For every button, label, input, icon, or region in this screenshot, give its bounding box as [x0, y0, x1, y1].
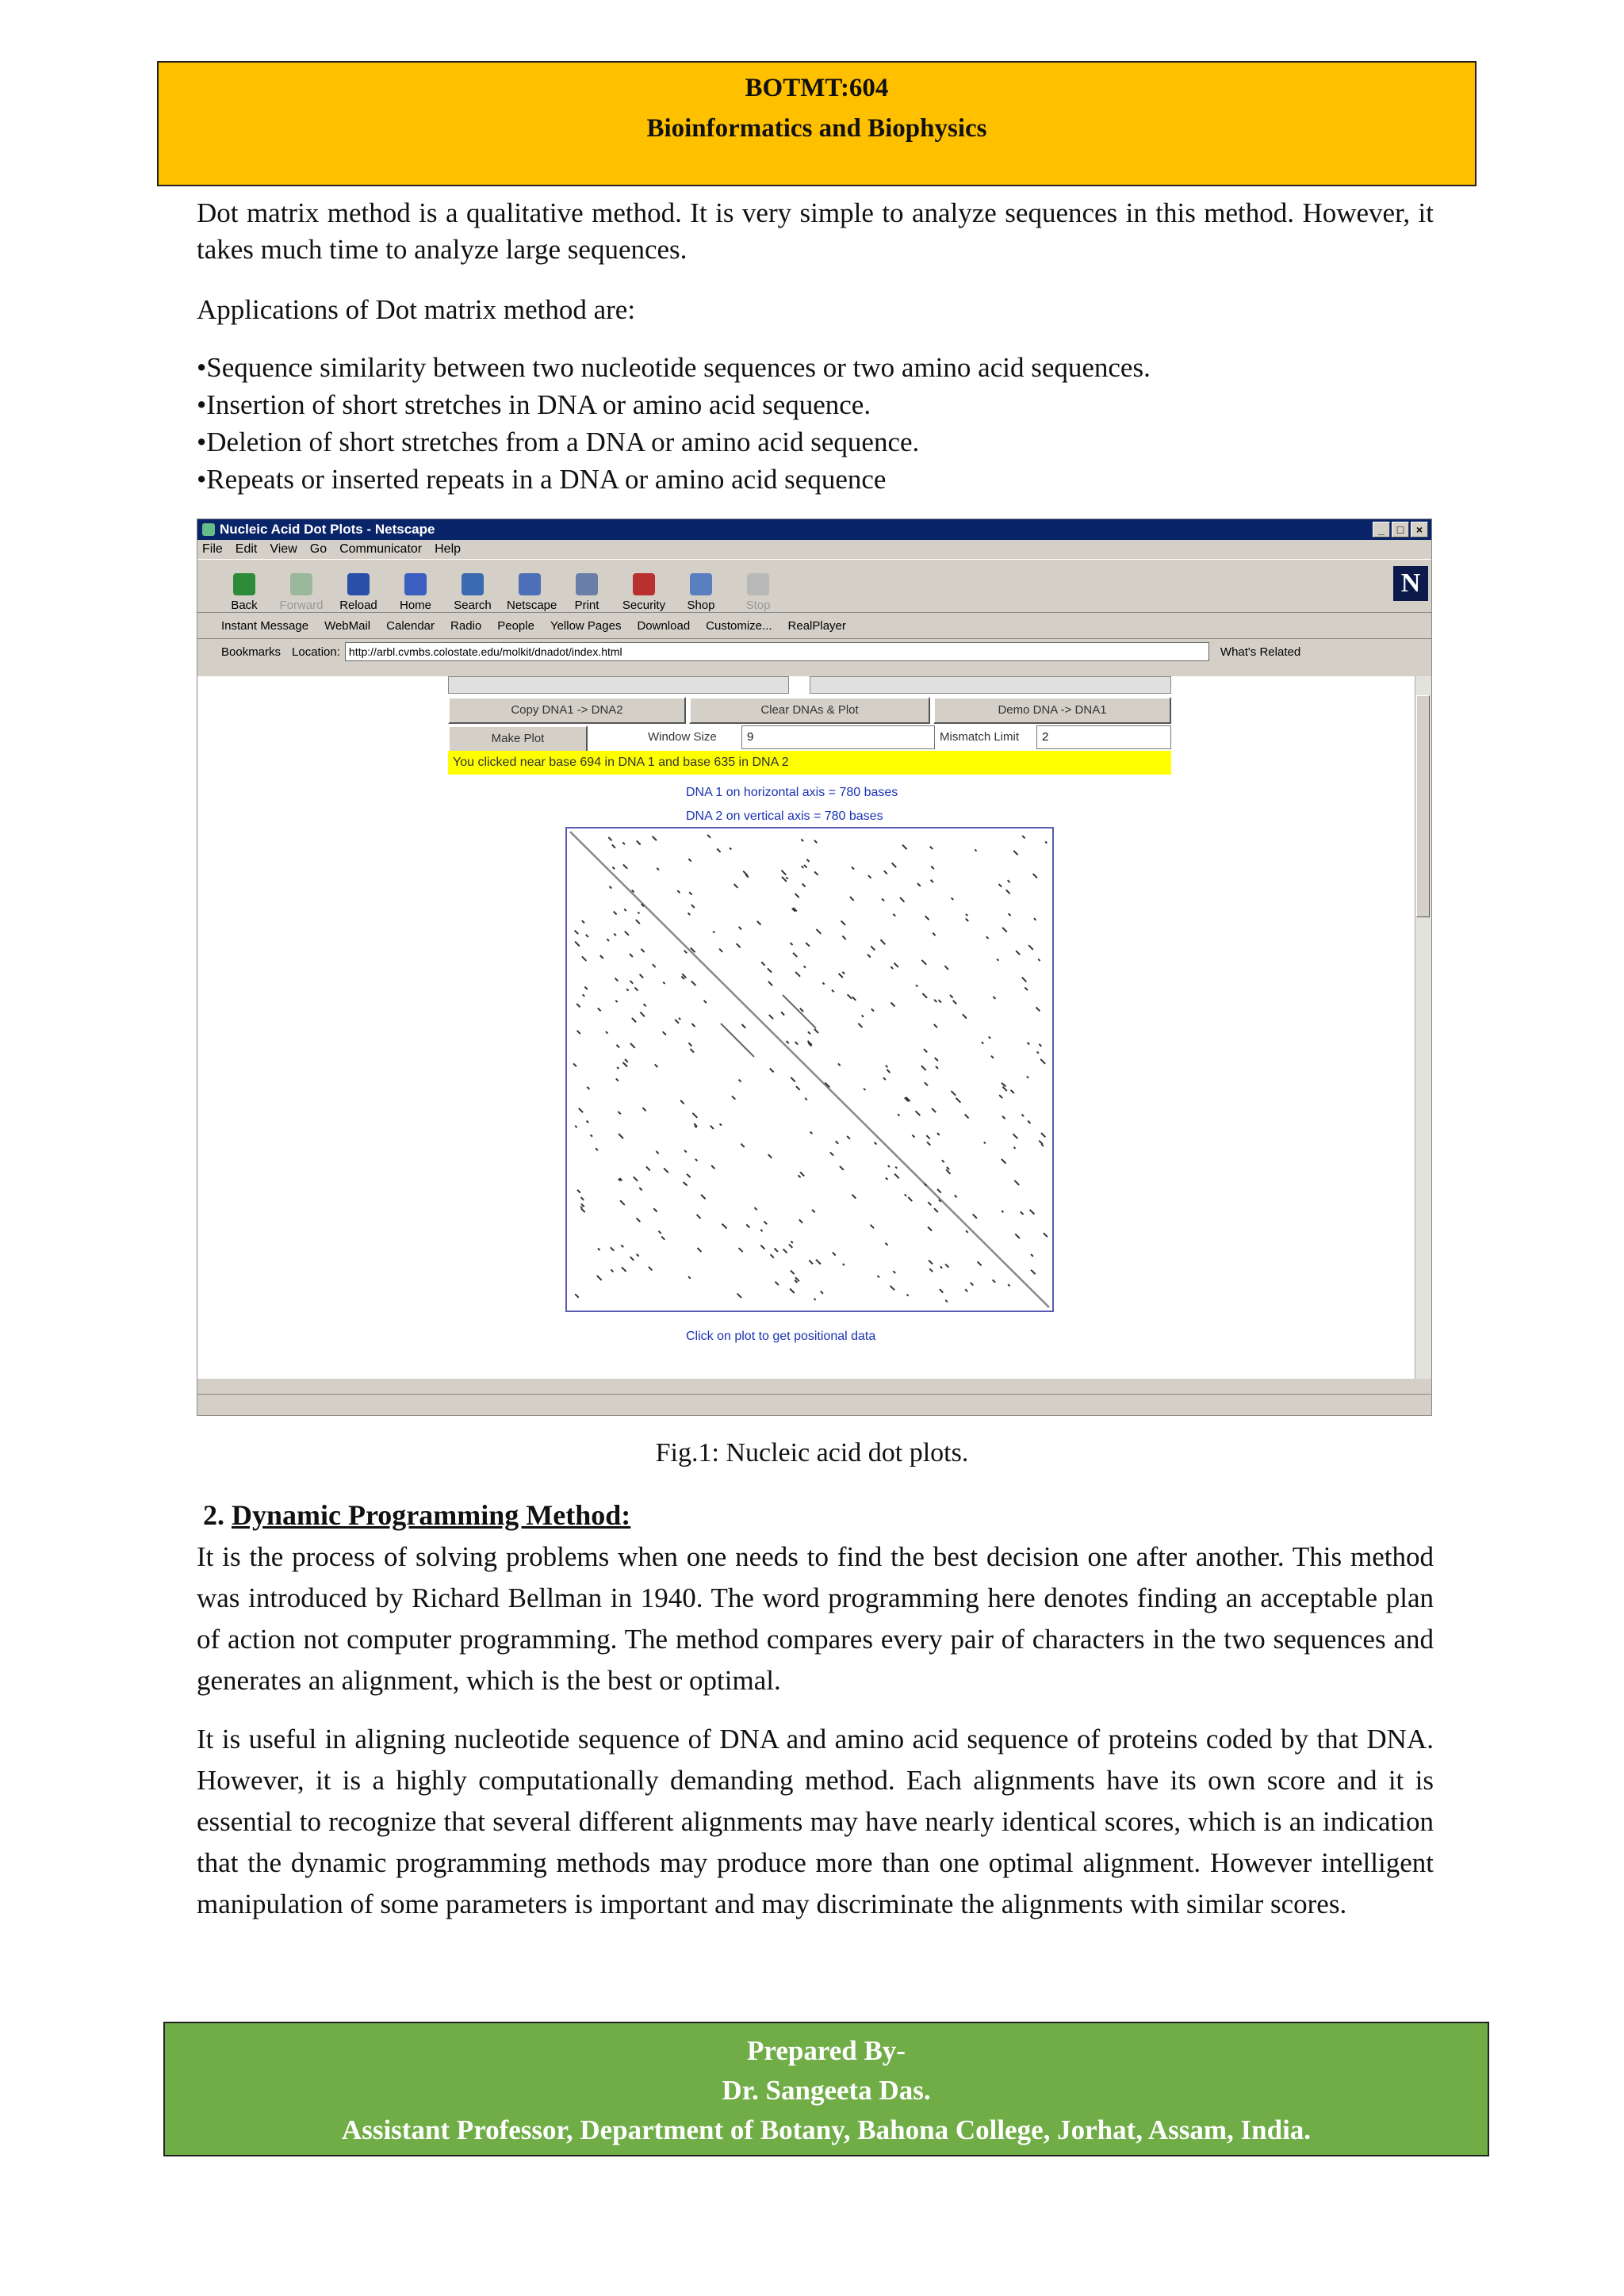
list-item: •Sequence similarity between two nucleotide sequences or two amino acid sequences. — [197, 352, 1151, 383]
footer-author: Dr. Sangeeta Das. — [722, 2075, 931, 2106]
mismatch-limit-input[interactable]: 2 — [1036, 725, 1171, 749]
dp-paragraph-2: It is useful in aligning nucleotide sequence of DNA and amino acid sequence of proteins coded by that DNA. However, it is a highly computationally demanding method. Each alignments have its own score and it is essential to recognize that several different alignments may have nearly identical scores, which is an indication that the dynamic programming methods may produce more than one optimal alignment. However intelligent manipulation of some parameters is important and may discriminate the alignments with similar scores. — [197, 1724, 1434, 1919]
whats-related-button[interactable]: What's Related — [1220, 645, 1301, 659]
url-field[interactable]: http://arbl.cvmbs.colostate.edu/molkit/dnadot/index.html — [345, 642, 1209, 661]
toolbar-reload-button[interactable] — [335, 573, 381, 612]
close-button[interactable]: × — [1411, 522, 1428, 538]
scrollbar-thumb[interactable] — [1416, 695, 1430, 917]
link-yellow-pages[interactable]: Yellow Pages — [550, 618, 622, 633]
window-size-label: Window Size — [648, 730, 717, 744]
netscape-logo: N — [1393, 566, 1428, 601]
link-download[interactable]: Download — [637, 618, 691, 633]
footer-prepared-by: Prepared By- — [747, 2035, 906, 2066]
stop-icon — [747, 573, 769, 595]
copy-dna1-button[interactable]: Copy DNA1 -> DNA2 — [448, 697, 686, 724]
toolbar-search-button[interactable] — [450, 573, 496, 612]
window-title: Nucleic Acid Dot Plots - Netscape — [220, 522, 435, 537]
back-arrow-icon — [233, 573, 255, 595]
menu-view[interactable]: View — [270, 542, 297, 556]
dna1-scrollbar[interactable] — [448, 676, 789, 694]
minimize-button[interactable]: _ — [1373, 522, 1390, 538]
home-icon — [404, 573, 427, 595]
footer-affiliation: Assistant Professor, Department of Botany, Bahona College, Jorhat, Assam, India. — [341, 2114, 1312, 2145]
link-realplayer[interactable]: RealPlayer — [787, 618, 846, 633]
toolbar-button-label: Reload — [339, 599, 377, 612]
toolbar-button-label: Home — [399, 599, 431, 612]
print-icon — [576, 573, 598, 595]
plot-dot — [907, 1295, 909, 1296]
course-title: Bioinformatics and Biophysics — [646, 114, 987, 143]
bookmarks-button[interactable]: Bookmarks — [221, 645, 282, 659]
personal-toolbar — [197, 613, 1431, 639]
menu-edit[interactable]: Edit — [235, 542, 258, 556]
menu-file[interactable]: File — [202, 542, 223, 556]
intro-paragraph — [197, 195, 1434, 268]
forward-arrow-icon — [290, 573, 312, 595]
demo-dna-button[interactable]: Demo DNA -> DNA1 — [933, 697, 1171, 724]
toolbar-print-button[interactable] — [564, 573, 610, 612]
link-calendar[interactable]: Calendar — [386, 618, 435, 633]
toolbar-home-button[interactable] — [393, 573, 439, 612]
reload-icon — [347, 573, 370, 595]
toolbar-forward-button[interactable] — [278, 573, 324, 612]
section-heading — [203, 1498, 630, 1532]
menu-help[interactable]: Help — [435, 542, 462, 556]
make-plot-button[interactable]: Make Plot — [448, 725, 588, 752]
dp-paragraph-1: It is the process of solving problems when one needs to find the best decision one after another. This method was introduced by Richard Bellman in 1940. The word programming here denotes finding an acceptable plan of action not computer programming. The method compares every pair of characters in the two sequences and generates an alignment, which is the best or optimal. — [197, 1541, 1434, 1696]
toolbar-button-label: Shop — [687, 599, 715, 612]
toolbar-stop-button[interactable] — [735, 573, 781, 612]
location-label: Location: — [292, 645, 340, 659]
list-item: •Deletion of short stretches from a DNA or amino acid sequence. — [197, 427, 920, 457]
window-size-input[interactable]: 9 — [741, 725, 935, 749]
plot-hint: Click on plot to get positional data — [686, 1330, 876, 1343]
toolbar-back-button[interactable] — [221, 573, 267, 612]
applications-title: Applications of Dot matrix method are: — [197, 294, 636, 325]
mismatch-limit-label: Mismatch Limit — [940, 730, 1020, 744]
plot-dot — [638, 912, 639, 913]
shop-icon — [690, 573, 712, 595]
browser-window — [197, 519, 1432, 1416]
toolbar-button-label: Netscape — [507, 599, 557, 612]
link-instant-message[interactable]: Instant Message — [221, 618, 309, 633]
location-bar — [197, 639, 1431, 664]
toolbar-security-button[interactable] — [621, 573, 667, 612]
toolbar-button-label: Search — [454, 599, 492, 612]
toolbar-shop-button[interactable] — [678, 573, 724, 612]
intro-text: Dot matrix method is a qualitative method. It is very simple to analyze sequences in this method. However, it takes much time to analyze large sequences. — [197, 197, 1434, 265]
toolbar-button-label: Security — [622, 599, 666, 612]
page-content — [197, 676, 1415, 1379]
link-people[interactable]: People — [497, 618, 534, 633]
dna2-axis-info: DNA 2 on vertical axis = 780 bases — [686, 809, 883, 823]
search-icon — [462, 573, 484, 595]
link-radio[interactable]: Radio — [450, 618, 482, 633]
menu-communicator[interactable]: Communicator — [339, 542, 423, 556]
plot-dot — [713, 932, 714, 933]
toolbar-button-label: Stop — [745, 599, 771, 612]
dna2-scrollbar[interactable] — [810, 676, 1171, 694]
maximize-button[interactable]: □ — [1392, 522, 1409, 538]
navigation-toolbar — [197, 559, 1431, 613]
course-code: BOTMT:604 — [745, 74, 889, 102]
status-message: You clicked near base 694 in DNA 1 and base 635 in DNA 2 — [448, 751, 1171, 775]
link-webmail[interactable]: WebMail — [324, 618, 371, 633]
dot-plot[interactable] — [565, 827, 1054, 1312]
list-item: •Repeats or inserted repeats in a DNA or amino acid sequence — [197, 464, 887, 495]
applications-list — [197, 349, 1434, 498]
dna1-axis-info: DNA 1 on horizontal axis = 780 bases — [686, 786, 898, 799]
toolbar-netscape-button[interactable] — [507, 573, 557, 612]
toolbar-button-label: Print — [574, 599, 599, 612]
lock-icon — [633, 573, 655, 595]
link-customize[interactable]: Customize... — [706, 618, 772, 633]
menu-go[interactable]: Go — [309, 542, 327, 556]
plot-dot — [1014, 1147, 1016, 1149]
window-titlebar — [197, 519, 1431, 540]
vertical-scrollbar[interactable] — [1415, 676, 1431, 1379]
browser-statusbar — [197, 1394, 1431, 1415]
footer-banner — [163, 2022, 1489, 2156]
menu-bar — [197, 540, 1431, 559]
toolbar-button-label: Forward — [279, 599, 324, 612]
clear-dnas-button[interactable]: Clear DNAs & Plot — [689, 697, 930, 724]
section-number: 2. — [203, 1499, 224, 1531]
netscape-window-icon — [202, 523, 215, 536]
netscape-icon — [519, 573, 541, 595]
section-title: Dynamic Programming Method: — [232, 1499, 631, 1531]
toolbar-button-label: Back — [231, 599, 258, 612]
list-item: •Insertion of short stretches in DNA or amino acid sequence. — [197, 389, 871, 420]
figure-caption: Fig.1: Nucleic acid dot plots. — [655, 1438, 969, 1468]
plot-dot — [984, 1142, 986, 1143]
course-header — [157, 61, 1477, 186]
